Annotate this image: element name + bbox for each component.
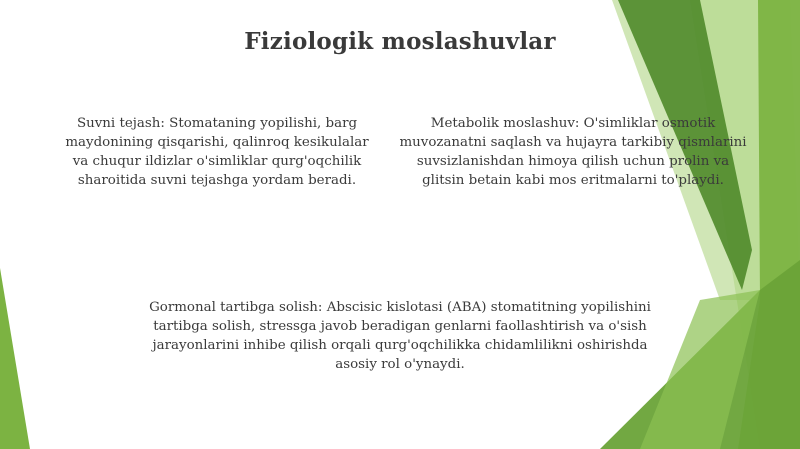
water-saving-text: Suvni tejash: Stomataning yopilishi, barg maydonining qisqarishi, qalinroq kesikulalar va chuqur ildizlar o'simliklar qurg'oqchilik sharoitida suvni tejashga yordam beradi. — [65, 116, 369, 188]
hormonal-regulation-text: Gormonal tartibga solish: Abscisic kislotasi (ABA) stomatitning yopilishini tartibga solish, stressga javob beradigan genlarni faollashtirish va o'sish jarayonlarini inhibe qilish orqali qurg'oqchilikka chidamlilikni oshirishda asosiy rol o'ynaydi. — [149, 300, 651, 372]
page-title: Fiziologik moslashuvlar — [244, 28, 556, 55]
facet-left-sliver — [0, 268, 30, 449]
metabolic-adaptation-text: Metabolik moslashuv: O'simliklar osmotik muvozanatni saqlash va hujayra tarkibiy qismlarini suvsizlanishdan himoya qilish uchun prolin va glitsin betain kabi mos eritmalarni to'playdi. — [399, 116, 747, 188]
